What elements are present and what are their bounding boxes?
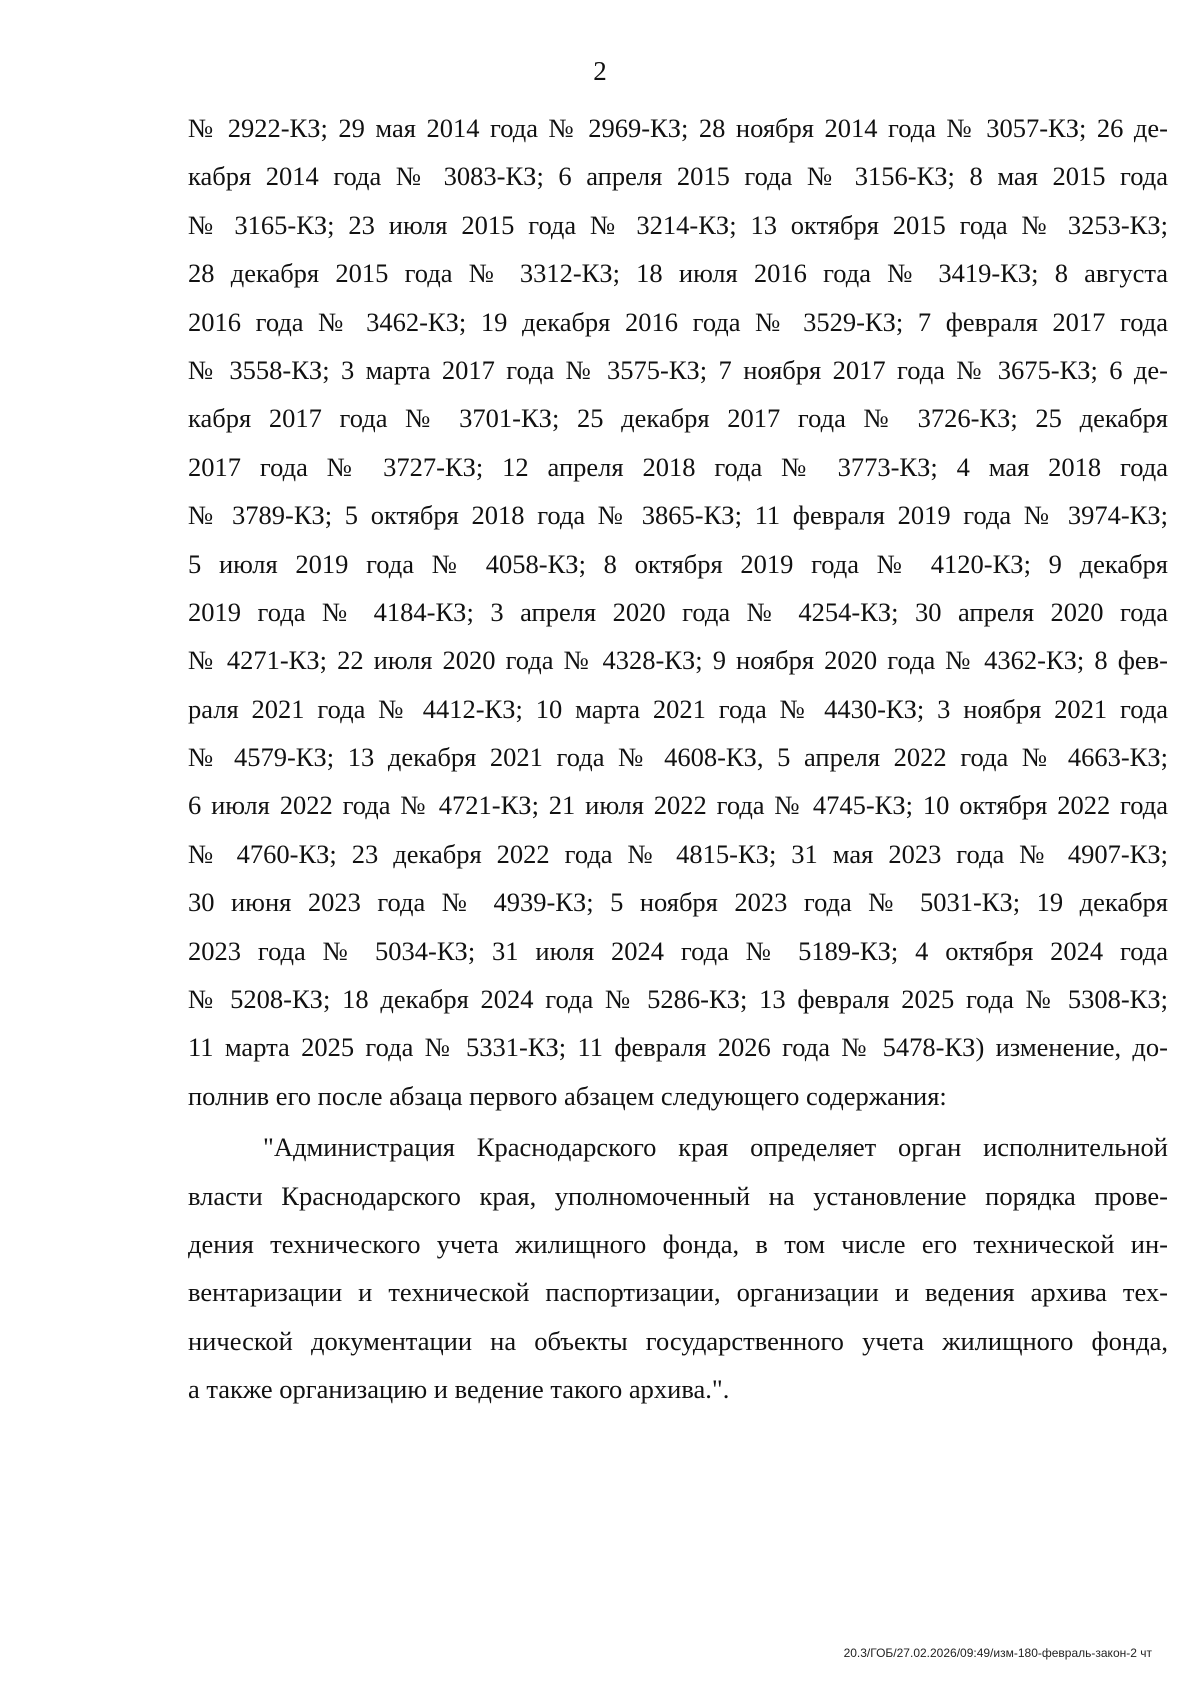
text-line: а также организацию и ведение такого архива.".	[188, 1374, 730, 1405]
text-line: № 4271-КЗ; 22 июля 2020 года № 4328-КЗ; 9 ноября 2020 года № 4362-КЗ; 8 фев-	[188, 645, 1168, 676]
text-line: № 3789-КЗ; 5 октября 2018 года № 3865-КЗ; 11 февраля 2019 года № 3974-КЗ;	[188, 500, 1168, 531]
text-line: № 2922-КЗ; 29 мая 2014 года № 2969-КЗ; 28 ноября 2014 года № 3057-КЗ; 26 де-	[188, 113, 1168, 143]
text-line: № 3165-КЗ; 23 июля 2015 года № 3214-КЗ; 13 октября 2015 года № 3253-КЗ;	[188, 209, 1168, 240]
text-line: 2019 года № 4184-КЗ; 3 апреля 2020 года № 4254-КЗ; 30 апреля 2020 года	[188, 596, 1168, 627]
text-line: вентаризации и технической паспортизации, организации и ведения архива тех-	[188, 1277, 1168, 1308]
text-line: полнив его после абзаца первого абзацем следующего содержания:	[188, 1080, 947, 1111]
text-line: 2016 года № 3462-КЗ; 19 декабря 2016 года № 3529-КЗ; 7 февраля 2017 года	[188, 306, 1168, 337]
text-line: дения технического учета жилищного фонда, в том числе его технической ин-	[188, 1228, 1168, 1259]
text-line: № 4579-КЗ; 13 декабря 2021 года № 4608-КЗ, 5 апреля 2022 года № 4663-КЗ;	[188, 742, 1168, 773]
text-line: 2023 года № 5034-КЗ; 31 июля 2024 года № 5189-КЗ; 4 октября 2024 года	[188, 935, 1168, 966]
footer-document-code: 20.3/ГОБ/27.02.2026/09:49/изм-180-февраль-закон-2 чт	[843, 1646, 1152, 1660]
text-line: раля 2021 года № 4412-КЗ; 10 марта 2021 года № 4430-КЗ; 3 ноября 2021 года	[188, 693, 1168, 724]
text-line: 28 декабря 2015 года № 3312-КЗ; 18 июля 2016 года № 3419-КЗ; 8 августа	[188, 258, 1168, 289]
page-number: 2	[593, 56, 607, 86]
quoted-paragraph	[188, 1123, 1168, 1413]
text-line: "Администрация Краснодарского края определяет орган исполнительной	[263, 1132, 1168, 1163]
text-line: 30 июня 2023 года № 4939-КЗ; 5 ноября 2023 года № 5031-КЗ; 19 декабря	[188, 887, 1168, 918]
text-line: № 3558-КЗ; 3 марта 2017 года № 3575-КЗ; 7 ноября 2017 года № 3675-КЗ; 6 де-	[188, 354, 1168, 385]
text-line: 2017 года № 3727-КЗ; 12 апреля 2018 года № 3773-КЗ; 4 мая 2018 года	[188, 451, 1168, 482]
text-line: нической документации на объекты государственного учета жилищного фонда,	[188, 1325, 1168, 1356]
continuation-paragraph	[188, 104, 1168, 1120]
text-line: кабря 2017 года № 3701-КЗ; 25 декабря 2017 года № 3726-КЗ; 25 декабря	[188, 403, 1168, 434]
text-line: власти Краснодарского края, уполномоченный на установление порядка прове-	[188, 1180, 1168, 1211]
document-body	[188, 104, 1168, 1414]
text-line: № 4760-КЗ; 23 декабря 2022 года № 4815-КЗ; 31 мая 2023 года № 4907-КЗ;	[188, 838, 1168, 869]
text-line: № 5208-КЗ; 18 декабря 2024 года № 5286-КЗ; 13 февраля 2025 года № 5308-КЗ;	[188, 984, 1168, 1015]
text-line: 5 июля 2019 года № 4058-КЗ; 8 октября 2019 года № 4120-КЗ; 9 декабря	[188, 548, 1168, 579]
text-line: 6 июля 2022 года № 4721-КЗ; 21 июля 2022 года № 4745-КЗ; 10 октября 2022 года	[188, 790, 1168, 821]
text-line: 11 марта 2025 года № 5331-КЗ; 11 февраля 2026 года № 5478-КЗ) изменение, до-	[188, 1032, 1168, 1063]
text-line: кабря 2014 года № 3083-КЗ; 6 апреля 2015 года № 3156-КЗ; 8 мая 2015 года	[188, 161, 1168, 192]
